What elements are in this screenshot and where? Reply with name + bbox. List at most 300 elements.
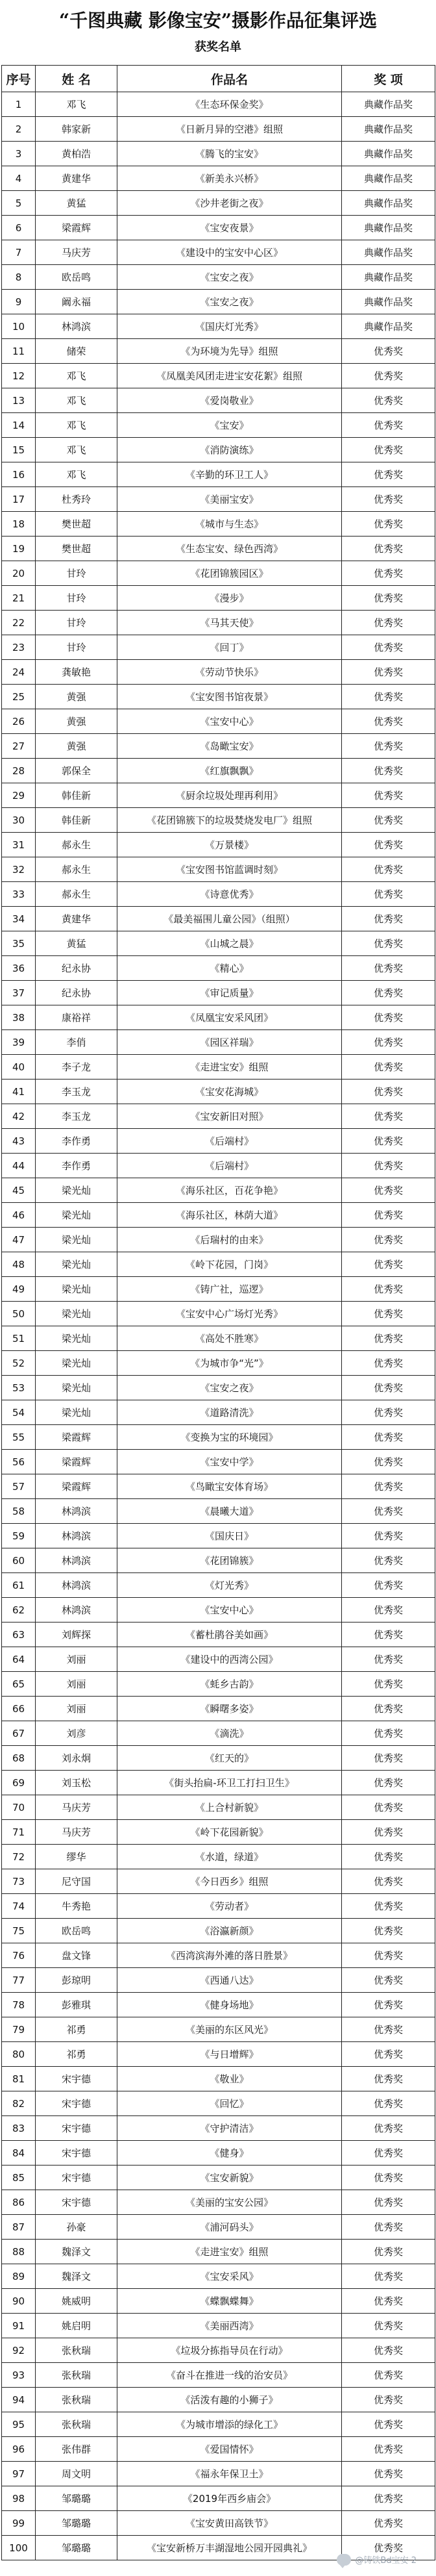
cell-award: 优秀奖 [342,413,435,438]
cell-number: 6 [2,216,36,240]
cell-name: 刘永炯 [36,1746,117,1771]
cell-work: 《劳动者》 [117,1894,342,1919]
table-row [2,1178,435,1203]
cell-award: 优秀奖 [342,1080,435,1104]
cell-number: 3 [2,142,36,166]
cell-work: 《山城之晨》 [117,931,342,956]
cell-work: 《敬业》 [117,2067,342,2091]
cell-work: 《美丽的宝安公园》 [117,2190,342,2215]
cell-award: 优秀奖 [342,1104,435,1129]
table-row [2,1820,435,1845]
cell-name: 梁光灿 [36,1376,117,1400]
cell-work: 《新美永兴桥》 [117,166,342,191]
header-award: 奖 项 [342,66,435,92]
cell-work: 《宝安之夜》 [117,290,342,314]
cell-number: 94 [2,2388,36,2412]
cell-number: 72 [2,1845,36,1869]
cell-number: 13 [2,388,36,413]
cell-work: 《高处不胜寒》 [117,1326,342,1351]
cell-number: 17 [2,487,36,512]
cell-award: 优秀奖 [342,2166,435,2190]
cell-award: 优秀奖 [342,660,435,685]
cell-work: 《宝安新桥万丰湖湿地公园开园典礼》 [117,2536,342,2560]
table-row [2,1030,435,1055]
table-row [2,1129,435,1154]
cell-work: 《诗意优秀》 [117,882,342,907]
cell-work: 《日新月异的空港》组照 [117,117,342,142]
table-row [2,907,435,931]
cell-award: 优秀奖 [342,1055,435,1080]
table-row [2,1721,435,1746]
cell-name: 梁霞辉 [36,1474,117,1499]
cell-work: 《宝安中心广场灯光秀》 [117,1302,342,1326]
cell-award: 优秀奖 [342,709,435,734]
cell-work: 《守护清洁》 [117,2116,342,2141]
cell-work: 《花团锦簇》 [117,1548,342,1573]
cell-number: 68 [2,1746,36,1771]
cell-number: 29 [2,783,36,808]
cell-work: 《国庆灯光秀》 [117,314,342,339]
table-row [2,981,435,1005]
cell-award: 优秀奖 [342,2042,435,2067]
cell-award: 优秀奖 [342,2486,435,2511]
cell-work: 《岭下花园新貌》 [117,1820,342,1845]
table-row [2,2412,435,2437]
table-row [2,240,435,265]
cell-name: 宋宇德 [36,2190,117,2215]
table-row [2,487,435,512]
table-row [2,611,435,635]
cell-name: 林鸿滨 [36,1499,117,1524]
cell-award: 优秀奖 [342,1302,435,1326]
table-header-row [2,66,435,92]
cell-award: 优秀奖 [342,1993,435,2017]
cell-award: 优秀奖 [342,2338,435,2363]
cell-number: 91 [2,2314,36,2338]
cell-number: 99 [2,2511,36,2536]
cell-number: 81 [2,2067,36,2091]
cell-number: 67 [2,1721,36,1746]
cell-award: 优秀奖 [342,2240,435,2264]
cell-name: 郝永生 [36,833,117,857]
cell-number: 59 [2,1524,36,1548]
cell-number: 7 [2,240,36,265]
cell-name: 阚永福 [36,290,117,314]
cell-work: 《蓄杜鹃谷美如画》 [117,1623,342,1647]
cell-work: 《宝安中学》 [117,1450,342,1474]
cell-name: 黄强 [36,734,117,759]
cell-award: 优秀奖 [342,2067,435,2091]
cell-work: 《建设中的西湾公园》 [117,1647,342,1672]
cell-number: 11 [2,339,36,364]
cell-work: 《回丁》 [117,635,342,660]
cell-name: 邓飞 [36,92,117,117]
table-row [2,1968,435,1993]
cell-number: 66 [2,1697,36,1721]
table-row [2,1672,435,1697]
cell-work: 《消防演练》 [117,438,342,462]
cell-name: 梁霞辉 [36,216,117,240]
cell-name: 林鸿滨 [36,1573,117,1598]
table-row [2,1845,435,1869]
cell-award: 优秀奖 [342,611,435,635]
cell-name: 梁光灿 [36,1277,117,1302]
cell-name: 刘玉松 [36,1771,117,1795]
cell-number: 98 [2,2486,36,2511]
cell-name: 祁勇 [36,2017,117,2042]
cell-number: 37 [2,981,36,1005]
cell-award: 优秀奖 [342,1474,435,1499]
cell-award: 优秀奖 [342,1499,435,1524]
cell-award: 优秀奖 [342,907,435,931]
table-row [2,2338,435,2363]
cell-number: 36 [2,956,36,981]
cell-work: 《健身场地》 [117,1993,342,2017]
cell-work: 《岭下花园，门岗》 [117,1252,342,1277]
cell-name: 祁勇 [36,2042,117,2067]
cell-award: 优秀奖 [342,1697,435,1721]
cell-number: 52 [2,1351,36,1376]
cell-number: 97 [2,2462,36,2486]
table-row [2,1524,435,1548]
cell-award: 优秀奖 [342,1450,435,1474]
cell-award: 优秀奖 [342,438,435,462]
cell-award: 典藏作品奖 [342,142,435,166]
cell-work: 《与日增辉》 [117,2042,342,2067]
cell-number: 70 [2,1795,36,1820]
table-row [2,1499,435,1524]
cell-name: 樊世超 [36,537,117,561]
cell-number: 23 [2,635,36,660]
table-row [2,1746,435,1771]
cell-number: 8 [2,265,36,290]
cell-name: 马庆芳 [36,1820,117,1845]
cell-name: 宋宇德 [36,2091,117,2116]
cell-number: 58 [2,1499,36,1524]
cell-award: 优秀奖 [342,1376,435,1400]
cell-number: 84 [2,2141,36,2166]
cell-name: 魏泽文 [36,2240,117,2264]
cell-award: 优秀奖 [342,1598,435,1623]
table-row [2,1474,435,1499]
table-row [2,2388,435,2412]
cell-work: 《宝安图书馆夜景》 [117,685,342,709]
table-row [2,882,435,907]
cell-award: 优秀奖 [342,1943,435,1968]
cell-number: 31 [2,833,36,857]
cell-award: 优秀奖 [342,1869,435,1894]
cell-work: 《晨曦大道》 [117,1499,342,1524]
cell-work: 《岛瞰宝安》 [117,734,342,759]
cell-number: 21 [2,586,36,611]
cell-number: 64 [2,1647,36,1672]
cell-name: 梁光灿 [36,1326,117,1351]
cell-number: 89 [2,2264,36,2289]
cell-name: 彭琼明 [36,1968,117,1993]
cell-award: 典藏作品奖 [342,191,435,216]
cell-award: 优秀奖 [342,1326,435,1351]
award-table [1,65,435,2560]
cell-number: 9 [2,290,36,314]
cell-award: 优秀奖 [342,1894,435,1919]
cell-award: 优秀奖 [342,2388,435,2412]
cell-number: 25 [2,685,36,709]
cell-award: 优秀奖 [342,734,435,759]
cell-number: 15 [2,438,36,462]
table-row [2,290,435,314]
cell-work: 《园区祥瑞》 [117,1030,342,1055]
cell-work: 《辛勤的环卫工人》 [117,462,342,487]
cell-name: 郝永生 [36,857,117,882]
cell-award: 优秀奖 [342,1178,435,1203]
cell-name: 韩佳新 [36,808,117,833]
cell-name: 张秋瑞 [36,2338,117,2363]
cell-work: 《宝安图书馆蓝调时刻》 [117,857,342,882]
cell-name: 林鸿滨 [36,1548,117,1573]
table-row [2,92,435,117]
table-row [2,2215,435,2240]
table-row [2,1400,435,1425]
table-row [2,1623,435,1647]
table-row [2,117,435,142]
cell-number: 61 [2,1573,36,1598]
cell-name: 杜秀玲 [36,487,117,512]
cell-name: 康裕祥 [36,1005,117,1030]
cell-number: 90 [2,2289,36,2314]
cell-work: 《宝安之夜》 [117,265,342,290]
cell-name: 宋宇德 [36,2067,117,2091]
cell-name: 刘彦 [36,1721,117,1746]
cell-work: 《精心》 [117,956,342,981]
cell-work: 《最美福围儿童公园》（组照） [117,907,342,931]
cell-number: 2 [2,117,36,142]
cell-award: 优秀奖 [342,1573,435,1598]
cell-number: 47 [2,1228,36,1252]
cell-name: 李玉龙 [36,1080,117,1104]
cell-number: 77 [2,1968,36,1993]
cell-award: 优秀奖 [342,512,435,537]
cell-work: 《宝安》 [117,413,342,438]
cell-number: 12 [2,364,36,388]
cell-name: 宋宇德 [36,2166,117,2190]
table-row [2,2017,435,2042]
table-row [2,759,435,783]
table-row [2,512,435,537]
table-row [2,142,435,166]
header-number: 序号 [2,66,36,92]
cell-work: 《道路清洗》 [117,1400,342,1425]
cell-name: 邹璐璐 [36,2536,117,2560]
table-row [2,191,435,216]
table-row [2,438,435,462]
cell-work: 《活泼有趣的小狮子》 [117,2388,342,2412]
cell-award: 优秀奖 [342,2536,435,2560]
cell-name: 张秋瑞 [36,2388,117,2412]
cell-name: 梁霞辉 [36,1450,117,1474]
cell-number: 75 [2,1919,36,1943]
cell-number: 45 [2,1178,36,1203]
cell-work: 《爱国情怀》 [117,2437,342,2462]
cell-work: 《瞬曙多姿》 [117,1697,342,1721]
cell-award: 优秀奖 [342,1524,435,1548]
cell-work: 《今日西乡》组照 [117,1869,342,1894]
cell-award: 优秀奖 [342,1672,435,1697]
cell-number: 40 [2,1055,36,1080]
cell-name: 邓飞 [36,413,117,438]
table-row [2,413,435,438]
cell-name: 韩佳新 [36,783,117,808]
cell-number: 74 [2,1894,36,1919]
cell-number: 86 [2,2190,36,2215]
cell-work: 《宝安黄田高铁节》 [117,2511,342,2536]
cell-name: 孙豪 [36,2215,117,2240]
cell-name: 尼守国 [36,1869,117,1894]
page-title: “千图典藏 影像宝安”摄影作品征集评选 [59,10,377,31]
cell-name: 张秋瑞 [36,2363,117,2388]
table-row [2,2289,435,2314]
cell-number: 80 [2,2042,36,2067]
table-row [2,1055,435,1080]
table-row [2,1943,435,1968]
table-row [2,956,435,981]
cell-name: 梁光灿 [36,1252,117,1277]
cell-award: 优秀奖 [342,2511,435,2536]
cell-number: 49 [2,1277,36,1302]
table-row [2,1228,435,1252]
cell-award: 优秀奖 [342,2412,435,2437]
table-row [2,314,435,339]
table-row [2,1573,435,1598]
cell-award: 优秀奖 [342,1129,435,1154]
cell-number: 83 [2,2116,36,2141]
cell-award: 优秀奖 [342,1277,435,1302]
cell-work: 《宝安中心》 [117,709,342,734]
watermark [337,2553,417,2566]
cell-number: 32 [2,857,36,882]
table-row [2,1252,435,1277]
cell-number: 60 [2,1548,36,1573]
cell-number: 65 [2,1672,36,1697]
cell-work: 《水道，绿道》 [117,1845,342,1869]
cell-work: 《宝安夜景》 [117,216,342,240]
cell-award: 优秀奖 [342,561,435,586]
cell-name: 林鸿滨 [36,1598,117,1623]
cell-award: 优秀奖 [342,2017,435,2042]
table-row [2,1376,435,1400]
cell-work: 《为城市争“光”》 [117,1351,342,1376]
cell-number: 100 [2,2536,36,2560]
cell-number: 53 [2,1376,36,1400]
cell-work: 《走进宝安》组照 [117,2240,342,2264]
cell-award: 优秀奖 [342,364,435,388]
table-row [2,388,435,413]
cell-work: 《宝安之夜》 [117,1376,342,1400]
cell-number: 19 [2,537,36,561]
cell-number: 82 [2,2091,36,2116]
cell-award: 优秀奖 [342,981,435,1005]
cell-name: 樊世超 [36,512,117,537]
cell-work: 《凤凰宝安采风团》 [117,1005,342,1030]
chat-bubble-icon [337,2554,351,2566]
cell-number: 18 [2,512,36,537]
cell-number: 4 [2,166,36,191]
cell-award: 优秀奖 [342,1820,435,1845]
cell-number: 26 [2,709,36,734]
table-row [2,2314,435,2338]
cell-award: 优秀奖 [342,882,435,907]
cell-name: 彭雅琪 [36,1993,117,2017]
table-row [2,2511,435,2536]
cell-number: 69 [2,1771,36,1795]
cell-work: 《海乐社区，百花争艳》 [117,1178,342,1203]
cell-work: 《健身》 [117,2141,342,2166]
cell-work: 《后端村》 [117,1154,342,1178]
cell-number: 87 [2,2215,36,2240]
cell-number: 24 [2,660,36,685]
cell-name: 甘玲 [36,611,117,635]
cell-name: 梁光灿 [36,1203,117,1228]
cell-number: 5 [2,191,36,216]
cell-number: 27 [2,734,36,759]
cell-work: 《漫步》 [117,586,342,611]
table-row [2,2190,435,2215]
cell-work: 《爱岗敬业》 [117,388,342,413]
cell-work: 《蚝乡古韵》 [117,1672,342,1697]
cell-award: 典藏作品奖 [342,117,435,142]
cell-work: 《城市与生态》 [117,512,342,537]
cell-name: 魏泽文 [36,2264,117,2289]
cell-name: 马庆芳 [36,1795,117,1820]
cell-award: 典藏作品奖 [342,216,435,240]
cell-number: 33 [2,882,36,907]
cell-work: 《花团锦簇下的垃圾焚烧发电厂》组照 [117,808,342,833]
table-row [2,685,435,709]
table-row [2,2141,435,2166]
cell-work: 《街头抬扁-环卫工打扫卫生》 [117,1771,342,1795]
table-row [2,931,435,956]
cell-award: 优秀奖 [342,1203,435,1228]
table-row [2,660,435,685]
cell-number: 35 [2,931,36,956]
table-row [2,1771,435,1795]
cell-number: 50 [2,1302,36,1326]
cell-award: 优秀奖 [342,931,435,956]
cell-number: 51 [2,1326,36,1351]
cell-work: 《西通八达》 [117,1968,342,1993]
page-subtitle: 获奖名单 [195,40,241,54]
cell-award: 优秀奖 [342,808,435,833]
cell-number: 79 [2,2017,36,2042]
cell-name: 马庆芳 [36,240,117,265]
table-row [2,462,435,487]
cell-name: 甘玲 [36,635,117,660]
cell-award: 优秀奖 [342,487,435,512]
table-row [2,2067,435,2091]
cell-name: 周文明 [36,2462,117,2486]
cell-award: 优秀奖 [342,2116,435,2141]
cell-work: 《美丽的东区风光》 [117,2017,342,2042]
cell-name: 纪永协 [36,981,117,1005]
table-row [2,2240,435,2264]
cell-name: 梁光灿 [36,1302,117,1326]
cell-name: 邹璐璐 [36,2486,117,2511]
cell-award: 优秀奖 [342,2289,435,2314]
table-row [2,2091,435,2116]
cell-award: 优秀奖 [342,2141,435,2166]
cell-name: 梁光灿 [36,1228,117,1252]
cell-name: 梁霞辉 [36,1425,117,1450]
cell-name: 欧岳鸣 [36,1919,117,1943]
